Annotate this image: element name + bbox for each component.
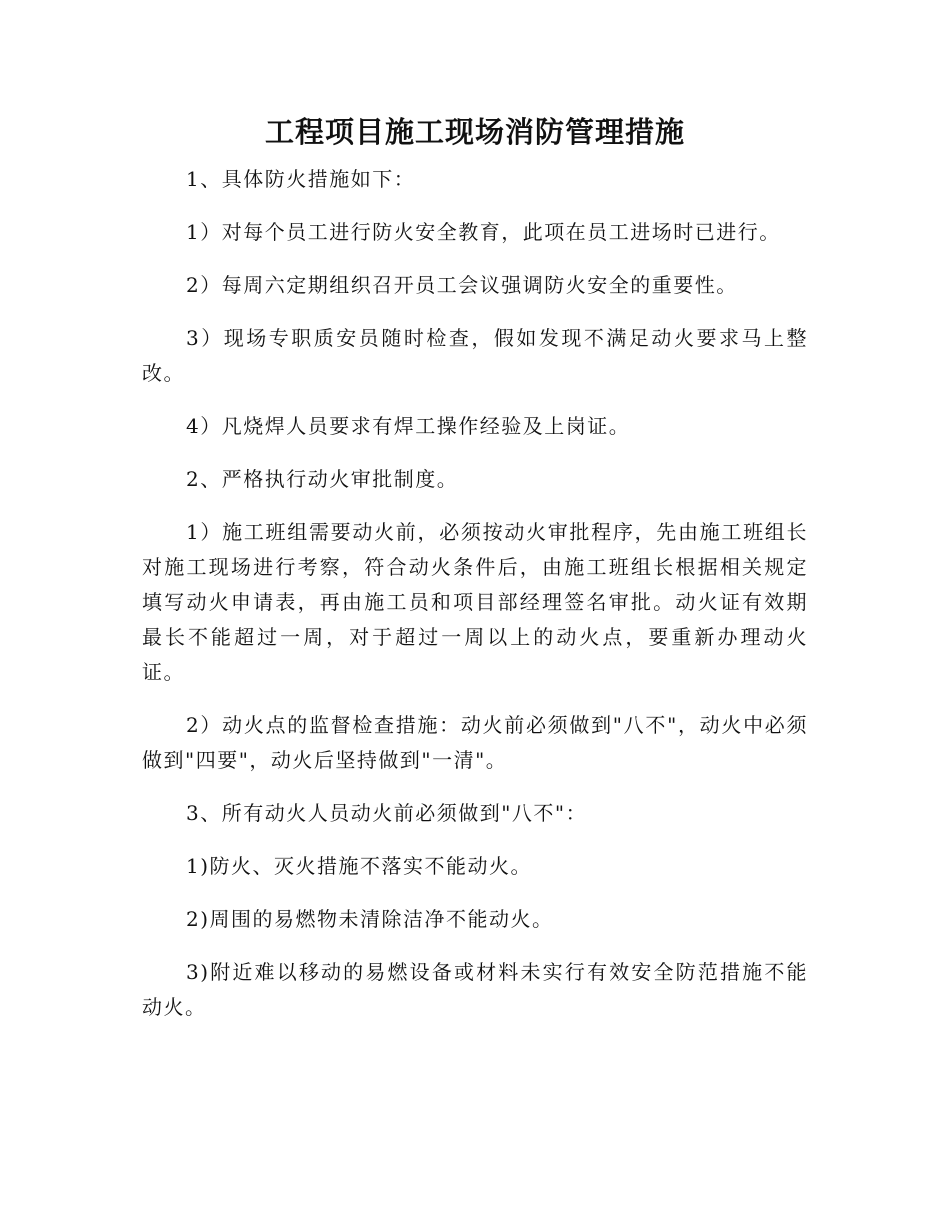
paragraph-safety-education: 1）对每个员工进行防火安全教育，此项在员工进场时已进行。	[186, 220, 781, 244]
paragraph-eight-nots-item-3: 3)附近难以移动的易燃设备或材料未实行有效安全防范措施不能动火。	[142, 960, 808, 1019]
paragraph-eight-nots-heading: 3、所有动火人员动火前必须做到"八不"：	[186, 801, 588, 825]
paragraph-fire-prevention-heading: 1、具体防火措施如下：	[186, 167, 416, 191]
paragraph-supervision-measures: 2）动火点的监督检查措施：动火前必须做到"八不"，动火中必须做到"四要"，动火后坚持做到"一清"。	[142, 713, 808, 772]
document-body	[142, 162, 808, 1043]
paragraph-welder-certification: 4）凡烧焊人员要求有焊工操作经验及上岗证。	[186, 414, 631, 438]
paragraph-site-inspection: 3）现场专职质安员随时检查，假如发现不满足动火要求马上整改。	[142, 326, 808, 385]
paragraph-eight-nots-item-2: 2)周围的易燃物未清除洁净不能动火。	[186, 907, 554, 931]
paragraph-approval-procedure: 1）施工班组需要动火前，必须按动火审批程序，先由施工班组长对施工现场进行考察，符合动火条件后，由施工班组长根据相关规定填写动火申请表，再由施工员和项目部经理签名审批。动火证有效期最长不能超过一周，对于超过一周以上的动火点，要重新办理动火证。	[142, 520, 808, 684]
document-title: 工程项目施工现场消防管理措施	[264, 115, 685, 149]
paragraph-weekly-meeting: 2）每周六定期组织召开员工会议强调防火安全的重要性。	[186, 273, 738, 297]
paragraph-eight-nots-item-1: 1)防火、灭火措施不落实不能动火。	[186, 854, 533, 878]
paragraph-hot-work-approval-heading: 2、严格执行动火审批制度。	[186, 467, 459, 491]
